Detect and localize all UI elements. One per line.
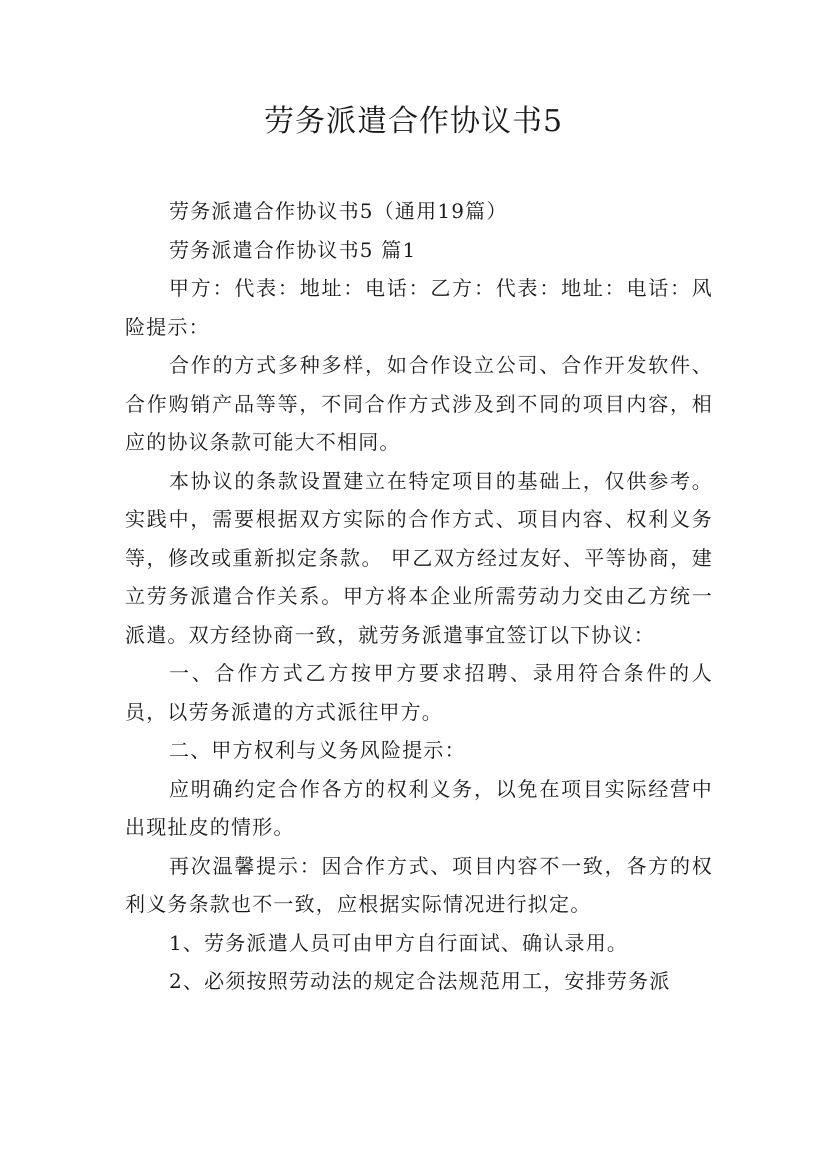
paragraph-item-2: 2、必须按照劳动法的规定合法规范用工，安排劳务派 xyxy=(169,969,671,993)
paragraph-clause-2-heading: 二、甲方权利与义务风险提示： xyxy=(169,738,466,762)
paragraph-rights-note: 应明确约定合作各方的权利义务，以免在项目实际经营中出现扯皮的情形。 xyxy=(125,776,713,839)
paragraph-agreement-basis: 本协议的条款设置建立在特定项目的基础上，仅供参考。实践中，需要根据双方实际的合作方式、项目内容、权利义务等，修改或重新拟定条款。 甲乙双方经过友好、平等协商，建立劳务派遣合作关系。甲方将本企业所需劳动力交由乙方统一派遣。双方经协商一致，就劳务派遣事宜签订以下协议： xyxy=(125,468,713,647)
paragraph-subtitle: 劳务派遣合作协议书5（通用19篇） xyxy=(169,199,508,223)
document-body xyxy=(125,192,713,1001)
paragraph-clause-1: 一、合作方式乙方按甲方要求招聘、录用符合条件的人员，以劳务派遣的方式派往甲方。 xyxy=(125,661,713,724)
paragraph-reminder: 再次温馨提示：因合作方式、项目内容不一致，各方的权利义务条款也不一致，应根据实际情况进行拟定。 xyxy=(125,853,713,916)
paragraph-section-heading: 劳务派遣合作协议书5 篇1 xyxy=(169,237,417,262)
paragraph-cooperation-methods: 合作的方式多种多样，如合作设立公司、合作开发软件、合作购销产品等等，不同合作方式涉及到不同的项目内容，相应的协议条款可能大不相同。 xyxy=(125,353,713,454)
document-title: 劳务派遣合作协议书5 xyxy=(263,104,564,139)
paragraph-item-1: 1、劳务派遣人员可由甲方自行面试、确认录用。 xyxy=(169,930,629,955)
paragraph-parties: 甲方：代表：地址：电话：乙方：代表：地址：电话：风险提示： xyxy=(125,276,713,339)
